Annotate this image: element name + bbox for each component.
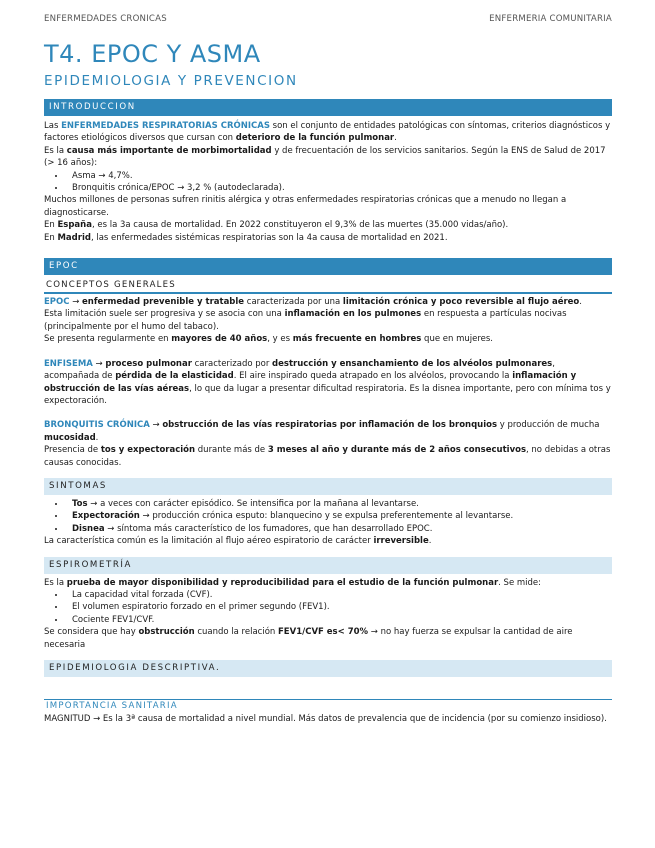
document-body <box>44 99 612 725</box>
magnitud-paragraph: MAGNITUD → Es la 3ª causa de mortalidad a nivel mundial. Más datos de prevalencia que de incidencia (por su comienzo insidioso). <box>44 714 607 724</box>
bronquitis-criteria: Presencia de tos y expectoración durante más de 3 meses al año y durante más de 2 años consecutivos, no debidas a otras causas conocidas. <box>44 445 611 468</box>
page-subtitle: EPIDEMIOLOGIA Y PREVENCION <box>44 73 298 89</box>
espirometria-intro: Es la prueba de mayor disponibilidad y reproducibilidad para el estudio de la función pulmonar. Se mide: <box>44 577 542 588</box>
intro-paragraph-1: Las ENFERMEDADES RESPIRATORIAS CRÓNICAS son el conjunto de entidades patológicas con síntomas, criterios diagnósticos y factores etiológicos diversos que cursan con deterioro de la función pulmonar. <box>44 121 611 144</box>
symptoms-list <box>44 498 612 535</box>
subsection-heading-conceptos: CONCEPTOS GENERALES <box>44 279 612 294</box>
list-item: • Bronquitis crónica/EPOC → 3,2 % (autodeclarada). <box>66 182 612 194</box>
section-heading-epoc: EPOC <box>44 258 612 275</box>
running-header-right: ENFERMERIA COMUNITARIA <box>489 14 612 24</box>
list-item: • Tos → a veces con carácter episódico. Se intensifica por la mañana al levantarse. <box>66 498 612 510</box>
list-item: • Asma → 4,7%. <box>66 170 612 182</box>
subsection-heading-sintomas: SINTOMAS <box>44 478 612 495</box>
list-item: • La capacidad vital forzada (CVF). <box>66 589 612 601</box>
epoc-presentation: Se presenta regularmente en mayores de 40 años, y es más frecuente en hombres que en mujeres. <box>44 334 494 345</box>
page-title: T4. EPOC Y ASMA <box>44 40 261 68</box>
subsection-heading-espirometria: ESPIROMETRÍA <box>44 557 612 574</box>
list-item: • Cociente FEV1/CVF. <box>66 614 612 626</box>
intro-prevalence-list <box>44 170 612 195</box>
list-item: • Disnea → síntoma más característico de los fumadores, que han desarrollado EPOC. <box>66 523 612 535</box>
intro-paragraph-5: En Madrid, las enfermedades sistémicas respiratorias son la 4a causa de mortalidad en 2021. <box>44 232 448 243</box>
bronquitis-paragraph: BRONQUITIS CRÓNICA → obstrucción de las vías respiratorias por inflamación de los bronquios y producción de mucha mucosidad. <box>44 420 600 443</box>
espirometria-list <box>44 589 612 626</box>
symptoms-summary: La característica común es la limitación al flujo aéreo espiratorio de carácter irreversible. <box>44 536 432 547</box>
obstruction-criterion: Se considera que hay obstrucción cuando la relación FEV1/CVF es< 70% → no hay fuerza se expulsar la cantidad de aire necesaria <box>44 627 573 650</box>
intro-paragraph-4: En España, es la 3a causa de mortalidad. En 2022 constituyeron el 9,3% de las muertes (35.000 vidas/año). <box>44 220 509 231</box>
intro-paragraph-3: Muchos millones de personas sufren rinitis alérgica y otras enfermedades respiratorias crónicas que a menudo no llegan a diagnosticarse. <box>44 195 567 218</box>
list-item: • El volumen espiratorio forzado en el primer segundo (FEV1). <box>66 601 612 613</box>
epoc-definition: EPOC → enfermedad prevenible y tratable caracterizada por una limitación crónica y poco reversible al flujo aéreo. <box>44 297 582 308</box>
subsection-heading-importancia: IMPORTANCIA SANITARIA <box>44 699 612 713</box>
list-item: • Expectoración → producción crónica esputo: blanquecino y se expulsa preferentemente al levantarse. <box>66 510 612 522</box>
subsection-heading-epidemiologia: EPIDEMIOLOGIA DESCRIPTIVA. <box>44 660 612 677</box>
intro-paragraph-2: Es la causa más importante de morbimortalidad y de frecuentación de los servicios sanitarios. Según la ENS de Salud de 2017 (> 16 años): <box>44 145 606 169</box>
enfisema-paragraph: ENFISEMA → proceso pulmonar caracterizado por destrucción y ensanchamiento de los alvéolos pulmonares, acompañada de pérdida de la elasticidad. El aire inspirado queda atrapado en los alvéolos, provocando la inflamación y obstrucción de las vías aéreas, lo que da lugar a presentar dificultad respiratoria. Es la disnea importante, pero con mínima tos y expectoración. <box>44 358 611 406</box>
section-heading-introduccion: INTRODUCCION <box>44 99 612 116</box>
epoc-limitation: Esta limitación suele ser progresiva y se asocia con una inflamación en los pulmones en respuesta a partículas nocivas (principalmente por el humo del tabaco). <box>44 309 567 332</box>
running-header-left: ENFERMEDADES CRONICAS <box>44 14 167 24</box>
